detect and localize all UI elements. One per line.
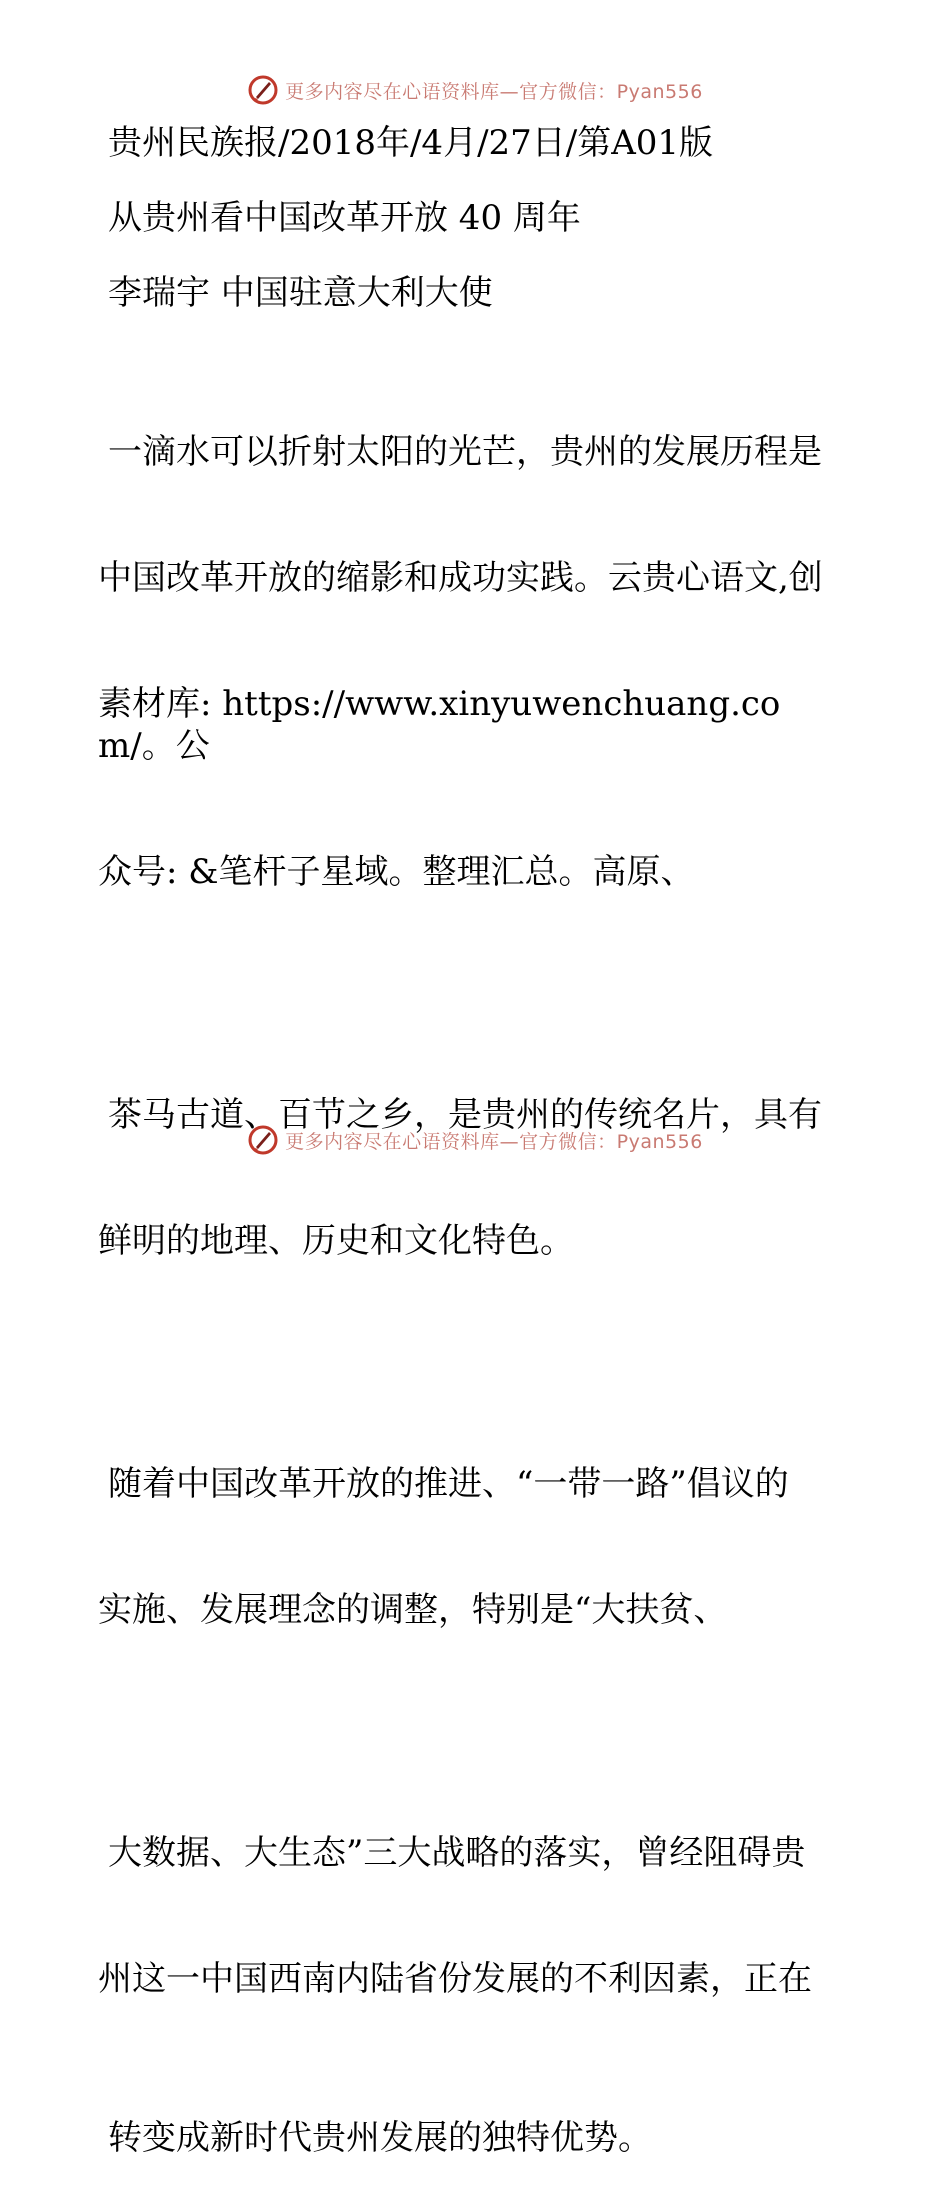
- footer-watermark: [0, 1122, 950, 1158]
- paragraph-5: 转变成新时代贵州发展的独特优势。: [108, 2118, 652, 2158]
- quill-logo-icon: [247, 74, 279, 106]
- text-line: 一滴水可以折射太阳的光芒，贵州的发展历程是: [108, 432, 822, 472]
- watermark-text: 更多内容尽在心语资料库—官方微信：Pyan556: [285, 80, 703, 103]
- text-line: 实施、发展理念的调整，特别是“大扶贫、: [98, 1590, 728, 1630]
- paragraph-2: [98, 1010, 838, 1346]
- watermark-text: 更多内容尽在心语资料库—官方微信：Pyan556: [285, 1130, 703, 1153]
- header-watermark: [0, 72, 950, 108]
- text-line: 中国改革开放的缩影和成功实践。云贵心语文,创: [98, 558, 823, 598]
- paragraph-4: [98, 1748, 838, 2084]
- paragraph-3: [98, 1379, 838, 1715]
- source-line: 贵州民族报/2018年/4月/27日/第A01版: [108, 123, 714, 163]
- article-title: 从贵州看中国改革开放 40 周年: [108, 198, 581, 238]
- text-line: 素材库: https://www.xinyuwenchuang.com/。公: [98, 684, 781, 766]
- text-line: 州这一中国西南内陆省份发展的不利因素，正在: [98, 1959, 812, 1999]
- text-line: 茶马古道、百节之乡，是贵州的传统名片，具有: [108, 1095, 822, 1135]
- paragraph-1: [98, 347, 838, 977]
- author-line: 李瑞宇 中国驻意大利大使: [108, 273, 493, 313]
- text-line: 大数据、大生态”三大战略的落实，曾经阻碍贵: [108, 1833, 806, 1873]
- text-line: 众号: &笔杆子星域。整理汇总。高原、: [98, 852, 695, 892]
- text-line: 随着中国改革开放的推进、“一带一路”倡议的: [108, 1464, 789, 1504]
- text-line: 鲜明的地理、历史和文化特色。: [98, 1221, 574, 1261]
- quill-logo-icon: [247, 1124, 279, 1156]
